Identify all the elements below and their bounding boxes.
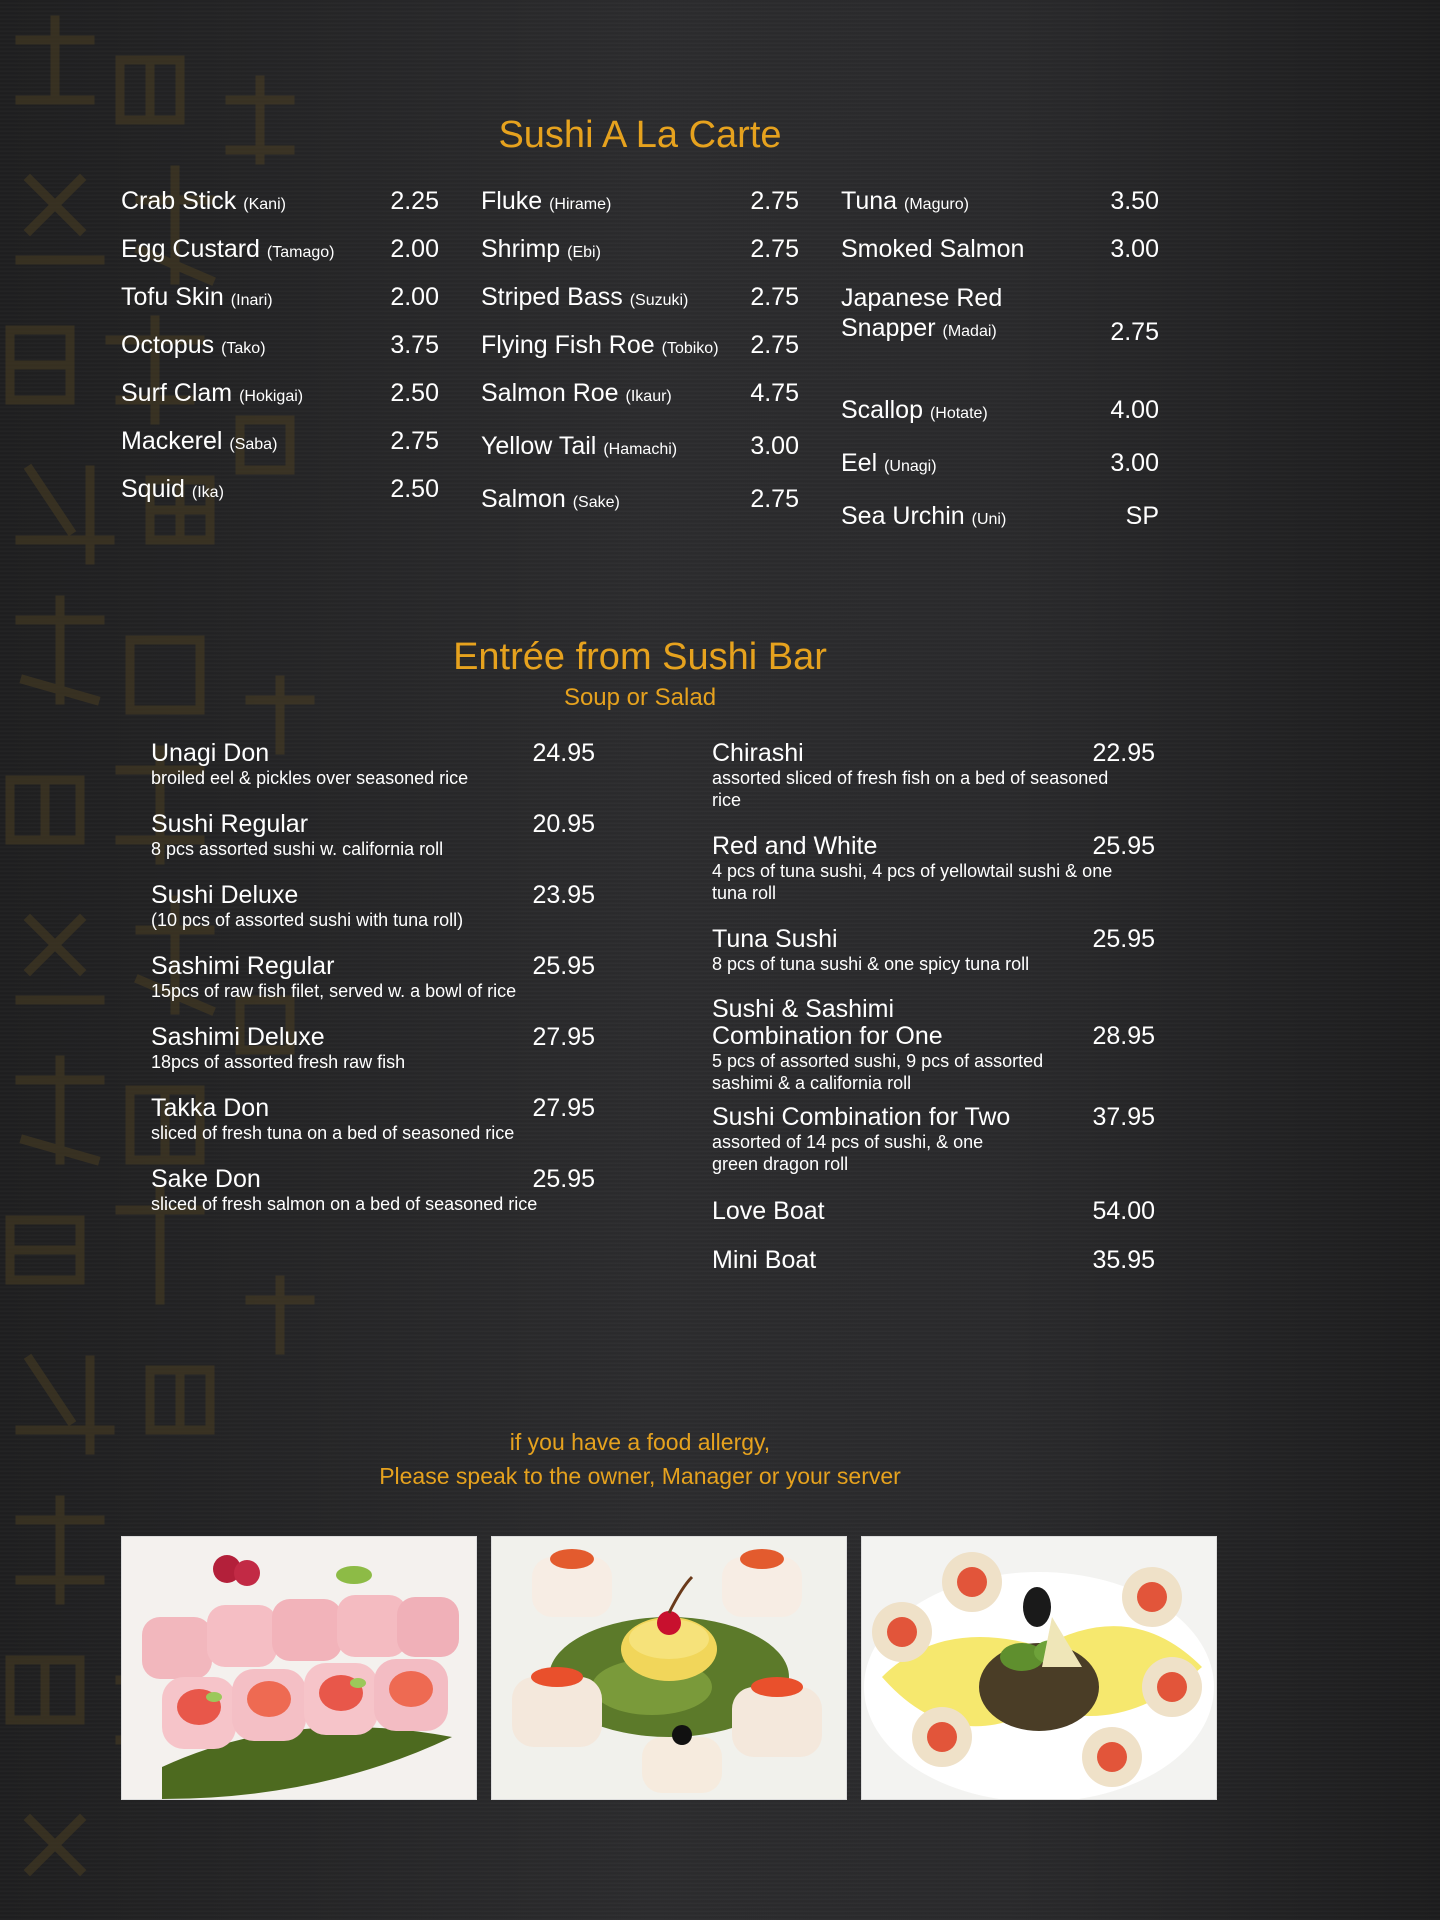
entree-item-price: 24.95 [532,739,595,767]
menu-item [841,234,1159,264]
entree-item [151,1166,595,1237]
entree-item-name-block [712,996,943,1050]
menu-item-name: Octopus [121,331,215,359]
menu-item-price: SP [1125,502,1159,530]
entree-item-header [712,1198,1155,1225]
menu-item-price: 3.00 [750,432,799,460]
entree-item-name-block [712,1198,825,1225]
entree-item-name: Takka Don [151,1094,270,1122]
menu-item [481,378,799,412]
menu-item-name: Fluke [481,187,543,215]
menu-item-name-block [481,378,672,412]
crab-roll-platter-photo [491,1536,847,1800]
menu-item-price: 3.00 [1110,235,1159,263]
menu-item-name: Salmon [481,485,566,513]
menu-item-price: 2.75 [750,283,799,311]
entree-item-name-block [151,1166,261,1193]
menu-item-name-block [121,234,335,268]
menu-item-price: 2.75 [750,235,799,263]
alacarte-column-2 [481,186,799,518]
menu-item-price: 3.75 [390,331,439,359]
menu-item-name-block [481,186,611,220]
entree-item-name-block [151,882,298,909]
entree-item-header [712,1104,1155,1131]
entree-item [712,996,1155,1104]
menu-item-name: Sea Urchin [841,502,965,530]
menu-item-japanese-name: (Suzuki) [629,292,689,309]
menu-item-price: 3.00 [1110,449,1159,477]
menu-item-price: 4.00 [1110,396,1159,424]
entree-item-description: rice [712,790,742,810]
entree-item-name: Sushi Deluxe [151,881,299,909]
menu-item-name-block [121,186,286,220]
menu-item [481,484,799,518]
menu-item-name: Egg Custard [121,235,260,263]
menu-item [121,282,439,316]
menu-item-price: 2.75 [390,427,439,455]
entree-item [712,1247,1155,1296]
entree-item-name: Chirashi [712,739,804,767]
alacarte-column-3 [841,186,1159,535]
menu-item-name-block [841,186,969,220]
entree-item-description: 5 pcs of assorted sushi, 9 pcs of assorted [712,1051,1044,1071]
entree-item-name: Sashimi Regular [151,952,335,980]
menu-item [121,330,439,364]
entree-item-price: 27.95 [532,1023,595,1051]
entree-item [151,1024,595,1095]
menu-item-name-block [481,282,688,316]
menu-item [121,186,439,220]
entree-item-description: green dragon roll [712,1154,849,1174]
entree-item-name: Mini Boat [712,1246,817,1274]
menu-item [481,431,799,465]
entree-item-description: sashimi & a california roll [712,1073,912,1093]
entree-item-description: 8 pcs of tuna sushi & one spicy tuna roll [712,954,1030,974]
entree-item [151,1095,595,1166]
entree-item-header [712,1247,1155,1274]
entree-right-column [712,740,1155,1296]
menu-item-name-block [841,395,988,429]
menu-item-japanese-name: (Hokigai) [239,388,304,405]
menu-item [841,501,1159,535]
entree-item-name-block [151,1024,325,1051]
menu-item-japanese-name: (Uni) [971,511,1007,528]
entree-item-description: sliced of fresh tuna on a bed of seasoned rice [151,1123,515,1143]
entree-item [712,1104,1155,1198]
entree-item-description: 15pcs of raw fish filet, served w. a bowl of rice [151,981,517,1001]
menu-item-name: Salmon Roe [481,379,619,407]
entree-item-name: Sake Don [151,1165,261,1193]
entree-item-price: 28.95 [1092,1022,1155,1050]
entree-item-name-block [151,953,334,980]
menu-item-price: 2.00 [390,283,439,311]
allergy-line-2: Please speak to the owner, Manager or your server [379,1463,901,1489]
entree-item [151,953,595,1024]
menu-item-japanese-name: (Hirame) [549,196,612,213]
entree-item-name-block [712,1247,816,1274]
menu-item-price: 2.75 [1110,318,1159,346]
entree-left-column [151,740,595,1237]
menu-item [121,234,439,268]
menu-item-name: Squid [121,475,185,503]
entree-item-description: 18pcs of assorted fresh raw fish [151,1052,406,1072]
menu-item-name: Eel [841,449,878,477]
entree-item-price: 25.95 [1092,925,1155,953]
entree-item-description: (10 pcs of assorted sushi with tuna roll) [151,910,464,930]
entree-item-name-block [712,926,838,953]
entree-item-name: Tuna Sushi [712,925,838,953]
menu-item-japanese-name: (Tamago) [266,244,335,261]
entree-item-name-block [151,740,269,767]
menu-item-japanese-name: (Unagi) [884,458,937,475]
menu-item-japanese-name: (Saba) [229,436,278,453]
entree-item-name-block [712,1104,1010,1131]
entree-item-name: Sushi Combination for Two [712,1103,1011,1131]
entree-item [712,833,1155,926]
menu-item [841,395,1159,429]
menu-item-name: Striped Bass [481,283,623,311]
entree-item-description: 8 pcs assorted sushi w. california roll [151,839,444,859]
entree-item-name: Sashimi Deluxe [151,1023,325,1051]
menu-item-name-block [121,282,273,316]
menu-item-name-block [841,234,1024,264]
entree-item-description: 4 pcs of tuna sushi, 4 pcs of yellowtail sushi & one [712,861,1113,881]
entree-title: Entrée from Sushi Bar [453,636,827,678]
entree-item-name: Love Boat [712,1197,825,1225]
menu-item-japanese-name: (Maguro) [904,196,969,213]
menu-item-japanese-name: (Ikaur) [625,388,672,405]
menu-item-name: Crab Stick [121,187,237,215]
menu-item-japanese-name: (Tobiko) [661,340,719,357]
menu-item [481,330,799,364]
menu-item-price: 2.75 [750,187,799,215]
entree-item-header [712,926,1155,953]
entree-item-price: 20.95 [532,810,595,838]
entree-item [712,740,1155,833]
menu-item-name: Mackerel [121,427,223,455]
entree-item-header [151,740,595,767]
entree-item-header [712,833,1155,860]
menu-item-name: Flying Fish Roe [481,331,655,359]
entree-item-price: 54.00 [1092,1197,1155,1225]
menu-item-price: 2.25 [390,187,439,215]
menu-item [121,378,439,412]
menu-item-japanese-name: (Hotate) [929,405,988,422]
entree-item-header [151,1024,595,1051]
menu-item-name-line-2: Snapper [841,314,936,342]
menu-item-japanese-name: (Tako) [221,340,266,357]
entree-item-description: sliced of fresh salmon on a bed of seasoned rice [151,1194,538,1214]
entree-item [151,811,595,882]
entree-item-price: 25.95 [1092,832,1155,860]
pink-sushi-roll-photo [121,1536,477,1800]
entree-item-price: 27.95 [532,1094,595,1122]
entree-item [151,740,595,811]
menu-item-price: 2.50 [390,379,439,407]
menu-item [841,283,1159,347]
entree-item-header [151,953,595,980]
entree-item-name-line-2: Combination for One [712,1022,943,1050]
menu-item-japanese-name: (Ika) [191,484,224,501]
menu-item [481,186,799,220]
menu-item-name: Shrimp [481,235,561,263]
entree-item-price: 35.95 [1092,1246,1155,1274]
entree-item-name: Red and White [712,832,878,860]
menu-item-japanese-name: (Ebi) [567,244,601,261]
menu-item-price: 3.50 [1110,187,1159,215]
menu-item-name-block [481,330,719,364]
menu-item-price: 2.00 [390,235,439,263]
menu-item [841,186,1159,220]
entree-item-name: Sushi & Sashimi [712,995,895,1023]
menu-item-price: 2.75 [750,331,799,359]
entree-item-name: Unagi Don [151,739,270,767]
menu-item-name: Smoked Salmon [841,235,1025,263]
menu-item-japanese-name: (Inari) [230,292,273,309]
menu-item-name-block [121,378,303,412]
menu-item-name-block [121,474,224,508]
menu-item-name-block [481,484,620,518]
entree-item-header [151,882,595,909]
menu-item [841,448,1159,482]
menu-item [481,282,799,316]
entree-item-header [151,1095,595,1122]
entree-subtitle: Soup or Salad [563,684,717,711]
entree-item-name: Sushi Regular [151,810,309,838]
entree-item-header [712,996,1155,1050]
menu-item-name-block [841,501,1006,535]
entree-item [712,1198,1155,1247]
entree-item [151,882,595,953]
wrapped-roll-plate-photo [861,1536,1217,1800]
menu-item-name-block [121,426,277,460]
entree-item-description: assorted of 14 pcs of sushi, & one [712,1132,984,1152]
alacarte-column-1 [121,186,439,508]
menu-item-name: Japanese Red [841,284,1003,312]
entree-item-header [712,740,1155,767]
menu-item-japanese-name: (Madai) [942,323,997,340]
entree-item-name-block [151,1095,269,1122]
alacarte-title: Sushi A La Carte [498,114,782,156]
menu-item-name-block [481,234,601,268]
menu-item-name-block [841,283,1002,347]
entree-item-header [151,1166,595,1193]
menu-item-name-block [841,448,937,482]
entree-item-description: assorted sliced of fresh fish on a bed of seasoned [712,768,1109,788]
entree-item-price: 25.95 [532,1165,595,1193]
menu-item-name: Surf Clam [121,379,233,407]
entree-item-price: 25.95 [532,952,595,980]
menu-item-name: Tuna [841,187,898,215]
menu-item-japanese-name: (Kani) [243,196,286,213]
menu-item-price: 2.75 [750,485,799,513]
menu-item-japanese-name: (Sake) [572,494,620,511]
entree-item-name-block [712,833,877,860]
entree-item [712,926,1155,996]
allergy-notice [0,1425,1280,1493]
menu-item-name: Tofu Skin [121,283,224,311]
entree-item-name-block [151,811,308,838]
menu-item [121,426,439,460]
allergy-line-1: if you have a food allergy, [509,1429,771,1455]
menu-item-japanese-name: (Hamachi) [603,441,678,458]
menu-item-price: 4.75 [750,379,799,407]
entree-item-name-block [712,740,804,767]
menu-item-price: 2.50 [390,475,439,503]
entree-item-description: broiled eel & pickles over seasoned rice [151,768,469,788]
entree-item-header [151,811,595,838]
entree-item-price: 22.95 [1092,739,1155,767]
entree-item-description: tuna roll [712,883,777,903]
menu-item [481,234,799,268]
menu-item-name-block [121,330,266,364]
menu-item-name-block [481,431,677,465]
menu-item-name: Scallop [841,396,923,424]
menu-item [121,474,439,508]
menu-item-name: Yellow Tail [481,432,597,460]
entree-item-price: 23.95 [532,881,595,909]
entree-item-price: 37.95 [1092,1103,1155,1131]
